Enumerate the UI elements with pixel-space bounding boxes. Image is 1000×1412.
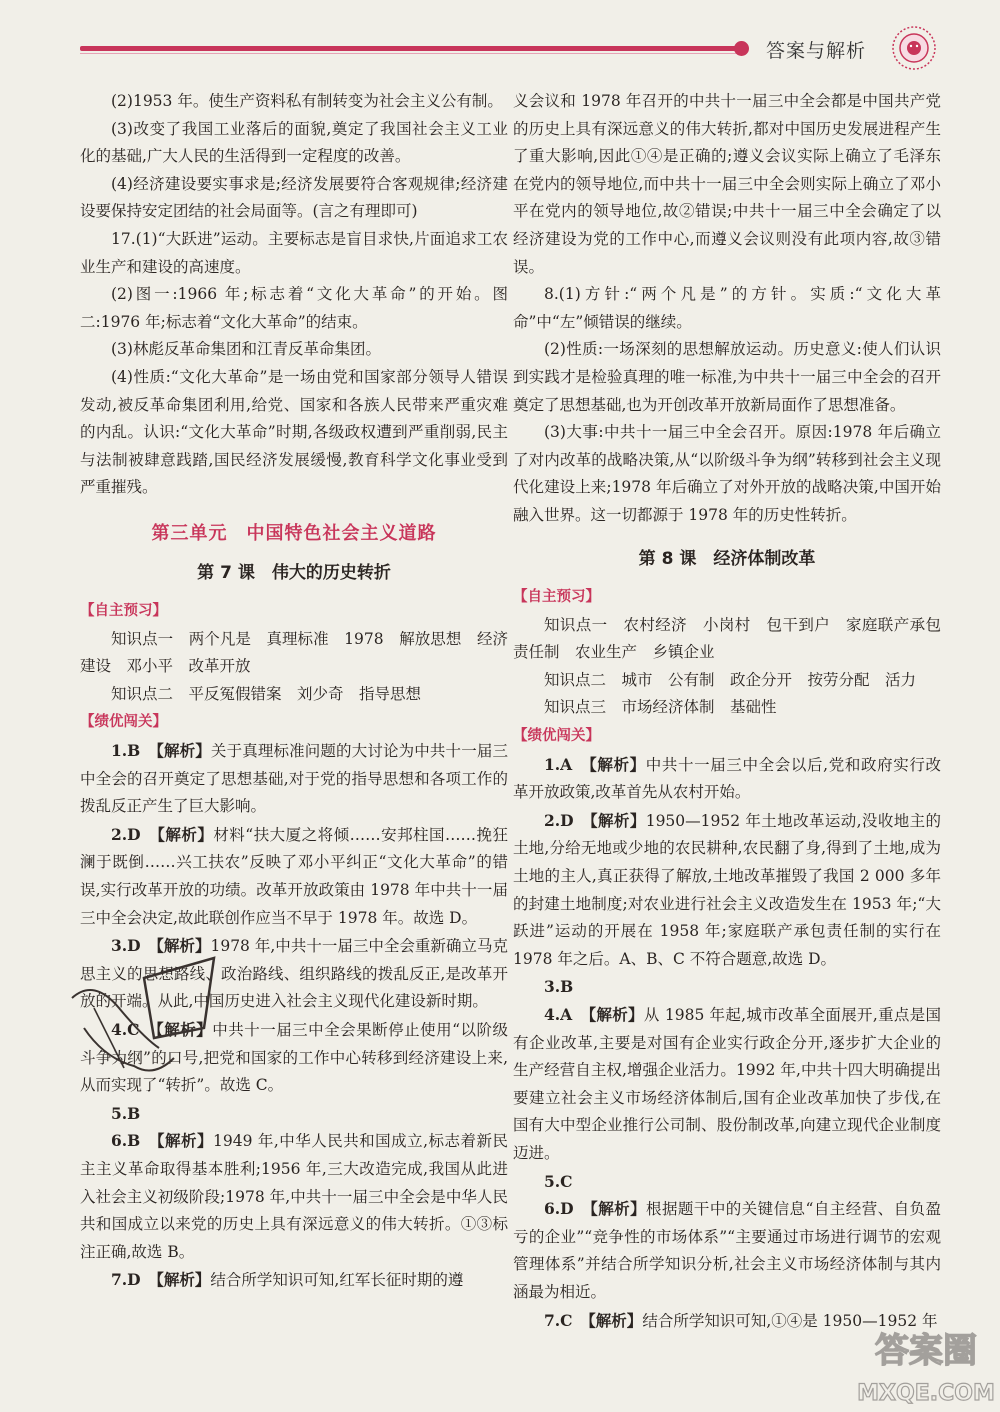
paragraph: 17.(1)“大跃进”运动。主要标志是盲目求快,片面追求工农业生产和建设的高速度。 <box>80 229 508 276</box>
answer-number: 3.D <box>111 936 141 956</box>
answer-item <box>513 751 941 807</box>
lesson-title: 第 8 课 经济体制改革 <box>638 548 816 569</box>
answer-number: 4.C <box>111 1020 140 1039</box>
answer-item <box>513 807 941 974</box>
answer-item <box>80 1266 508 1295</box>
paragraph: (4)经济建设要实事求是;经济发展要符合客观规律;经济建设要保持安定团结的社会局面等。(言之有理即可) <box>80 174 508 221</box>
paragraph: (2)图一:1966 年;标志着“文化大革命”的开始。图二:1976 年;标志着“文化大革命”的结束。 <box>80 285 508 331</box>
paragraph: (2)1953 年。使生产资料私有制转变为社会主义公有制。 <box>111 92 503 110</box>
header-rule-thin <box>80 53 740 54</box>
answer-text: 关于真理标准问题的大讨论为中共十一届三中全会的召开奠定了思想基础,对于党的指导思想和各项工作的拨乱反正产生了巨大影响。 <box>80 742 508 816</box>
paragraph: (4)性质:“文化大革命”是一场由党和国家部分领导人错误发动,被反革命集团利用,给党、国家和各族人民带来严重灾难的内乱。认识:“文化大革命”时期,各级政权遭到严重削弱,民主与法制被肆意践踏,国民经济发展缓慢,教育科学文化事业受到严重摧残。 <box>80 367 508 497</box>
analysis-label: 【解析】 <box>589 810 646 830</box>
section-tag: 【自主预习】 <box>80 603 167 620</box>
answer-item <box>513 1001 941 1168</box>
sun-emblem-icon <box>890 24 938 72</box>
answer-item: 3.B <box>544 977 574 997</box>
analysis-label: 【解析】 <box>156 741 211 761</box>
answer-number: 6.D <box>544 1199 574 1219</box>
answer-text: 结合所学知识可知,红军长征时期的遵 <box>210 1271 464 1290</box>
answer-text: 从 1985 年起,城市改革全面展开,重点是国有企业改革,主要是对国有企业实行政企分开,逐步扩大企业的生产经营自主权,增强企业活力。1992 年,中共十四大明确提出要建立社会主义市场经济体制后,国有企业改革加快了步伐,在国有大中型企业推行公司制、股份制改革,向建立现代企业制度迈进。 <box>513 1006 941 1162</box>
analysis-label: 【解析】 <box>588 1005 644 1024</box>
answer-text: 中共十一届三中全会果断停止使用“以阶级斗争为纲”的口号,把党和国家的工作中心转移到经济建设上来,从而实现了“转折”。故选 C。 <box>80 1021 508 1095</box>
answer-text: 材料“扶大厦之将倾……安邦柱国……挽狂澜于既倒……兴工扶农”反映了邓小平纠正“文化大革命”的错误,实行改革开放的功绩。改革开放政策由 1978 年中共十一届三中全会决定,故此联创作应当不早于 1978 年。故选 D。 <box>80 825 508 927</box>
section-tag: 【自主预习】 <box>513 589 600 606</box>
analysis-label: 【解析】 <box>156 1270 211 1290</box>
answer-number: 6.B <box>111 1131 141 1151</box>
answer-text: 中共十一届三中全会以后,党和政府实行改革开放政策,改革首先从农村开始。 <box>513 755 941 802</box>
paragraph: (2)性质:一场深刻的思想解放运动。历史意义:使人们认识到实践才是检验真理的唯一标准,为中共十一届三中全会的召开奠定了思想基础,也为开创改革开放新局面作了思想准备。 <box>513 340 941 414</box>
pen-scribble-mark <box>64 938 224 1098</box>
paragraph: (3)大事:中共十一届三中全会召开。原因:1978 年后确立了对内改革的战略决策,从“以阶级斗争为纲”转移到社会主义现代化建设上来;1978 年后确立了对外开放的战略决策,中国开始融入世界。这一切都源于 1978 年的历史性转折。 <box>513 423 941 524</box>
answer-item: 5.C <box>544 1171 573 1191</box>
knowledge-point: 知识点三 市场经济体制 基础性 <box>544 698 777 717</box>
answer-number: 4.A <box>544 1005 573 1024</box>
header-rule <box>80 46 740 51</box>
svg-text:答案圈: 答案圈 <box>875 1331 977 1371</box>
answer-item <box>80 737 508 821</box>
answer-text: 根据题干中的关键信息“自主经营、自负盈亏的企业”“竞争性的市场体系”“主要通过市场进行调节的宏观管理体系”并结合所学知识分析,社会主义市场经济体制与其内涵最为相近。 <box>513 1200 941 1301</box>
analysis-label: 【解析】 <box>156 1131 213 1151</box>
answer-item: 5.B <box>111 1103 141 1123</box>
analysis-label: 【解析】 <box>156 936 211 956</box>
answer-number: 1.B <box>111 741 141 761</box>
header-dot-icon <box>734 41 749 56</box>
site-watermark-logo <box>856 1320 996 1408</box>
answer-number: 2.D <box>111 824 141 844</box>
answer-text: 1950—1952 年土地改革运动,没收地主的土地,分给无地或少地的农民耕种,农民翻了身,得到了土地,成为土地的主人,真正获得了解放,土地改革摧毁了我国 2 000 多年的封建土地制度;对农业进行社会主义改造发生在 1953 年;“大跃进”运动的开展在 1958 年;家庭联产承包责任制的实行在 1978 年之后。A、B、C 不符合题意,故选 D。 <box>513 811 941 968</box>
paragraph: 义会议和 1978 年召开的中共十一届三中全会都是中国共产党的历史上具有深远意义的伟大转折,都对中国历史发展进程产生了重大影响,因此①④是正确的;遵义会议实际上确立了毛泽东在党内的领导地位,而中共十一届三中全会则实际上确立了邓小平在党内的领导地位,故②错误;中共十一届三中全会确定了以经济建设为党的工作中心,而遵义会议则没有此项内容,故③错误。 <box>513 92 941 276</box>
answer-text: 1949 年,中华人民共和国成立,标志着新民主主义革命取得基本胜利;1956 年,三大改造完成,我国从此进入社会主义初级阶段;1978 年,中共十一届三中全会是中华人民共和国成立以来党的历史上具有深远意义的伟大转折。①③标注正确,故选 B。 <box>80 1132 508 1261</box>
analysis-label: 【解析】 <box>157 824 214 844</box>
knowledge-point: 知识点二 城市 公有制 政企分开 按劳分配 活力 <box>544 670 917 689</box>
paragraph: 8.(1)方针:“两个凡是”的方针。实质:“文化大革命”中“左”倾错误的继续。 <box>513 285 941 331</box>
header-title: 答案与解析 <box>766 40 867 62</box>
svg-text:MXQE.COM: MXQE.COM <box>857 1381 995 1406</box>
answer-item <box>513 1195 941 1306</box>
section-tag: 【绩优闯关】 <box>80 714 167 731</box>
paragraph: (3)林彪反革命集团和江青反革命集团。 <box>111 340 381 359</box>
right-column <box>513 88 941 1335</box>
answer-text: 1978 年,中共十一届三中全会重新确立马克思主义的思想路线、政治路线、组织路线的拨乱反正,是改革开放的开端。从此,中国历史进入社会主义现代化建设新时期。 <box>80 937 508 1011</box>
knowledge-point: 知识点一 农村经济 小岗村 包干到户 家庭联产承包责任制 农业生产 乡镇企业 <box>513 615 941 662</box>
analysis-label: 【解析】 <box>590 1199 647 1219</box>
answer-number: 7.D <box>111 1270 141 1290</box>
answer-number: 7.C <box>544 1310 573 1330</box>
answer-text: 结合所学知识可知,①④是 1950—1952 年 <box>642 1311 938 1330</box>
section-tag: 【绩优闯关】 <box>513 728 600 745</box>
left-column <box>80 88 508 1295</box>
answer-number: 1.A <box>544 754 573 774</box>
knowledge-point: 知识点二 平反冤假错案 刘少奇 指导思想 <box>111 684 422 703</box>
answer-item <box>80 821 508 932</box>
analysis-label: 【解析】 <box>156 1020 213 1039</box>
paragraph: (3)改变了我国工业落后的面貌,奠定了我国社会主义工业化的基础,广大人民的生活得到一定程度的改善。 <box>80 119 508 166</box>
analysis-label: 【解析】 <box>588 1310 643 1330</box>
answer-item <box>80 1127 508 1266</box>
lesson-title: 第 7 课 伟大的历史转折 <box>197 562 391 583</box>
analysis-label: 【解析】 <box>588 754 646 774</box>
answer-number: 2.D <box>544 810 574 830</box>
knowledge-point: 知识点一 两个凡是 真理标准 1978 解放思想 经济建设 邓小平 改革开放 <box>80 629 508 676</box>
unit-title: 第三单元 中国特色社会主义道路 <box>151 522 437 544</box>
